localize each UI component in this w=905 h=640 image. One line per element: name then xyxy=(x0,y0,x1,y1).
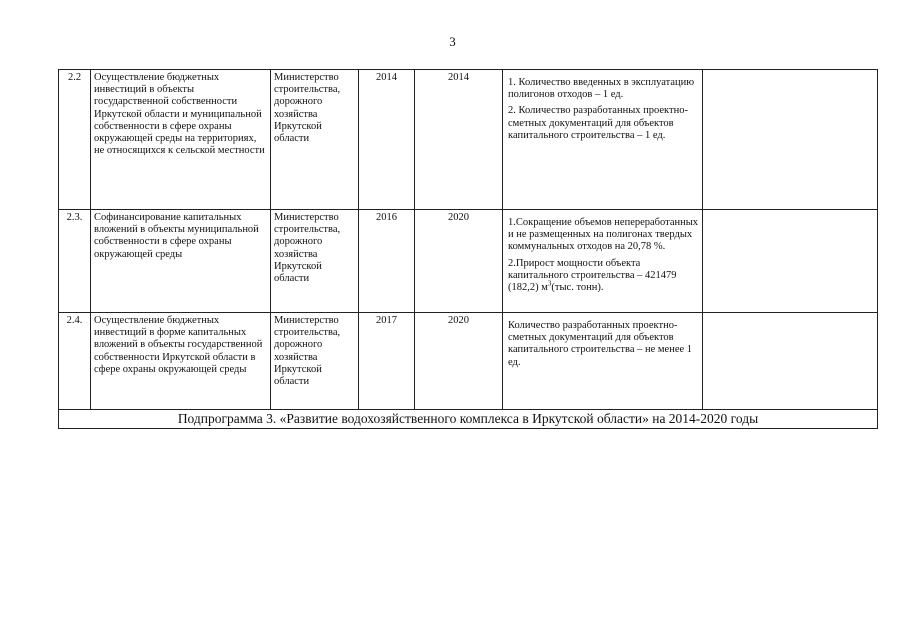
unit-base: м xyxy=(541,282,548,294)
indicator: 2. Количество разработанных проектно-сметных документаций для объектов капитального строительства – 1 ед. xyxy=(508,105,688,141)
year-start: 2016 xyxy=(359,210,415,313)
indicator-text: 2.Прирост мощности объекта капитального строительства – 421479 (182,2) xyxy=(508,257,677,294)
empty-cell xyxy=(703,313,878,410)
executor: Министерство строительства, дорожного хозяйства Иркутской области xyxy=(271,313,359,410)
unit-exponent: 3 xyxy=(547,279,552,288)
page-number: 3 xyxy=(449,34,456,49)
year-end: 2020 xyxy=(415,313,503,410)
executor: Министерство строительства, дорожного хозяйства Иркутской области xyxy=(271,70,359,210)
indicators-cell xyxy=(503,313,703,410)
year-end: 2020 xyxy=(415,210,503,313)
empty-cell xyxy=(703,210,878,313)
row-number: 2.2 xyxy=(59,70,91,210)
activity-title: Софинансирование капитальных вложений в объекты муниципальной собственности в сфере охраны окружающей среды xyxy=(91,210,271,313)
subprogram-row xyxy=(59,410,878,429)
indicator: 1. Количество введенных в эксплуатацию полигонов отходов – 1 ед. xyxy=(508,77,695,101)
activities-table xyxy=(58,69,878,429)
row-number: 2.4. xyxy=(59,313,91,410)
subprogram-title: Подпрограмма 3. «Развитие водохозяйственного комплекса в Иркутской области» на 2014-2020 годы xyxy=(59,410,878,429)
year-start: 2014 xyxy=(359,70,415,210)
unit-rest: (тыс. тонн). xyxy=(551,282,604,294)
indicators-cell xyxy=(503,70,703,210)
indicator: Количество разработанных проектно-сметных документаций для объектов капитального строительства – не менее 1 ед. xyxy=(508,320,693,368)
activity-title: Осуществление бюджетных инвестиций в объекты государственной собственности Иркутской области и муниципальной собственности в сфере охраны окружающей среды на территориях, не относящихся к сельской местности xyxy=(91,70,271,210)
table-row xyxy=(59,313,878,410)
indicators-cell xyxy=(503,210,703,313)
indicator: 1.Сокращение объемов непереработанных и не размещенных на полигонах твердых коммунальных отходов на 20,78 %. xyxy=(508,217,699,253)
year-start: 2017 xyxy=(359,313,415,410)
table-row xyxy=(59,70,878,210)
row-number: 2.3. xyxy=(59,210,91,313)
year-end: 2014 xyxy=(415,70,503,210)
indicator xyxy=(508,258,699,295)
empty-cell xyxy=(703,70,878,210)
activity-title: Осуществление бюджетных инвестиций в форме капитальных вложений в объекты государственной собственности Иркутской области в сфере охраны окружающей среды xyxy=(91,313,271,410)
table-row xyxy=(59,210,878,313)
executor: Министерство строительства, дорожного хозяйства Иркутской области xyxy=(271,210,359,313)
